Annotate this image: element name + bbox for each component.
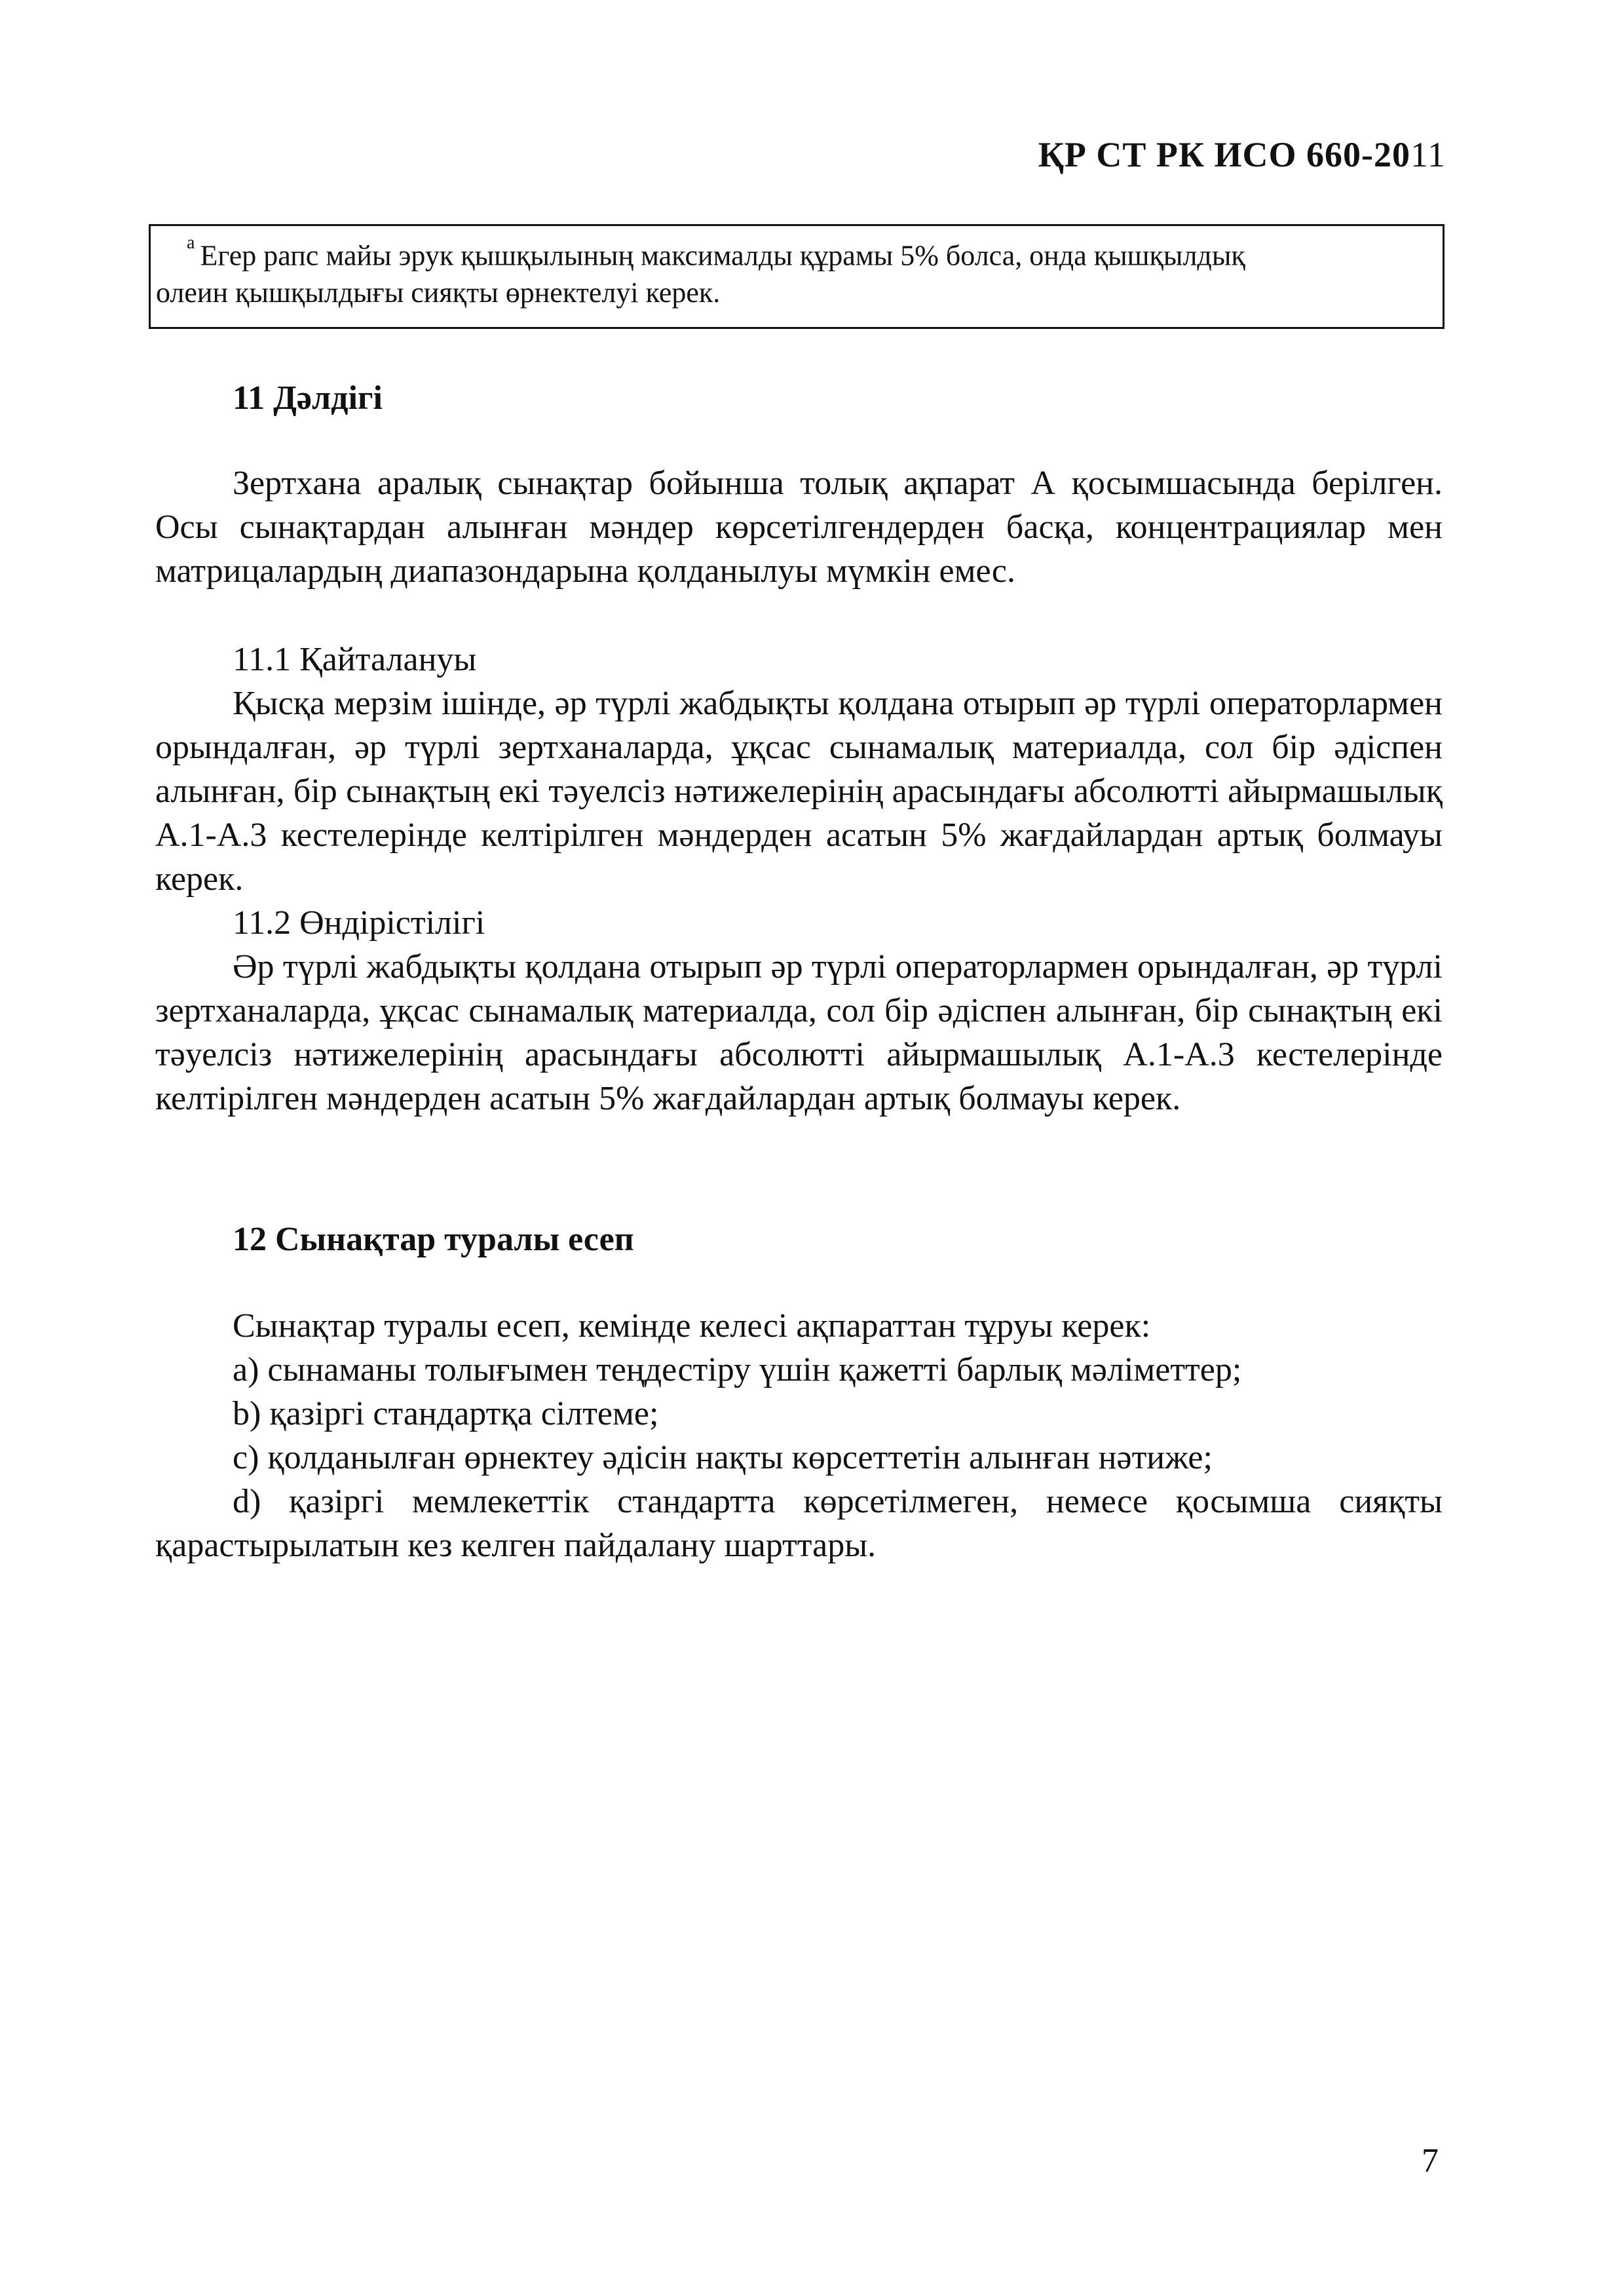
footnote-line-1	[187, 230, 1245, 276]
subsection-11-1-text: Қысқа мерзім ішінде, әр түрлі жабдықты қолдана отырып әр түрлі операторлармен орындалған, әр түрлі зертханаларда, ұқсас сынамалық материалда, сол бір әдіспен алынған, бір сынақтың екі тәуелсіз нәтижелерінің арасындағы абсолютті айырмашылық А.1-А.3 кестелерінде келтірілген мәндерден асатын 5% жағдайлардан артық болмауы керек.	[155, 685, 1443, 898]
header-title-suffix: 11	[1410, 135, 1446, 174]
footnote-text-1: Егер рапс майы эрук қышқылының максималды құрамы 5% болса, онда қышқылдық	[200, 239, 1245, 272]
footnote-box	[149, 224, 1445, 329]
section-11-heading: 11 Дәлдігі	[233, 379, 383, 417]
document-header	[1038, 134, 1446, 175]
section-12-intro: Сынақтар туралы есеп, кемінде келесі ақпараттан тұруы керек:	[233, 1307, 1151, 1345]
page-number: 7	[1422, 2142, 1439, 2179]
report-item-d: d) қазіргі мемлекеттік стандартта көрсетілмеген, немесе қосымша сияқты қарастырылатын кез келген пайдалану шарттары.	[155, 1483, 1443, 1564]
footnote-marker: а	[187, 233, 195, 253]
subsection-11-2-title: 11.2 Өндірістілігі	[233, 904, 485, 942]
section-11-intro: Зертхана аралық сынақтар бойынша толық ақпарат А қосымшасында берілген. Осы сынақтардан алынған мәндер көрсетілгендерден басқа, концентрациялар мен матрицалардың диапазондарына қолданылуы мүмкін емес.	[155, 465, 1443, 590]
report-item-b: b) қазіргі стандартқа сілтеме;	[233, 1395, 659, 1432]
report-item-a: а) сынаманы толығымен теңдестіру үшін қажетті барлық мәліметтер;	[233, 1351, 1242, 1388]
header-title: ҚР СТ РК ИСО 660-20	[1038, 135, 1410, 174]
subsection-11-2-text: Әр түрлі жабдықты қолдана отырып әр түрлі операторлармен орындалған, әр түрлі зертханаларда, ұқсас сынамалық материалда, сол бір әдіспен алынған, бір сынақтың екі тәуелсіз нәтижелерінің арасындағы абсолютті айырмашылық А.1-А.3 кестелерінде келтірілген мәндерден асатын 5% жағдайлардан артық болмауы керек.	[155, 948, 1443, 1117]
section-12-heading: 12 Сынақтар туралы есеп	[233, 1221, 634, 1258]
footnote-line-2: олеин қышқылдығы сияқты өрнектелуі керек.	[156, 277, 721, 309]
report-item-c: c) қолданылған өрнектеу әдісін нақты көрсеттетін алынған нәтиже;	[233, 1439, 1213, 1476]
subsection-11-1-title: 11.1 Қайталануы	[233, 641, 477, 678]
